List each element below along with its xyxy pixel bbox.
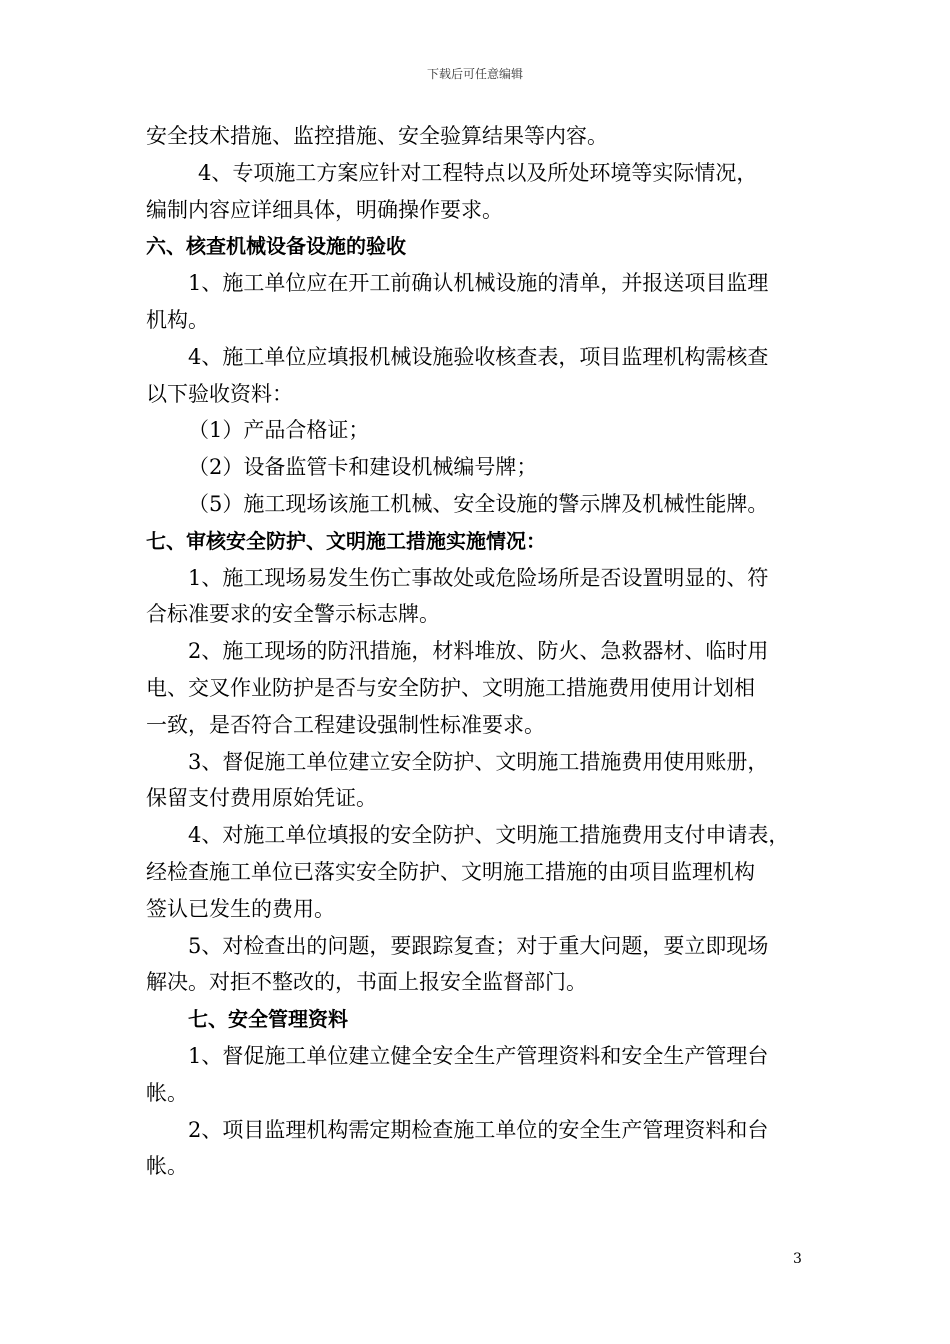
section-heading: 七、审核安全防护、文明施工措施实施情况： [146,528,546,553]
document-body [146,118,814,1185]
paragraph-line: 合标准要求的安全警示标志牌。 [146,602,440,627]
section-heading: 七、安全管理资料 [188,1007,348,1032]
paragraph-line: 2、施工现场的防汛措施，材料堆放、防火、急救器材、临时用 [188,639,769,664]
paragraph-line: 以下验收资料： [146,381,293,406]
paragraph-line: 4、对施工单位填报的安全防护、文明施工措施费用支付申请表， [188,823,790,848]
paragraph-line: 编制内容应详细具体，明确操作要求。 [146,197,503,222]
section-heading: 六、核查机械设备设施的验收 [146,234,406,259]
paragraph-line: 签认已发生的费用。 [146,896,335,921]
paragraph-line: 解决。对拒不整改的，书面上报安全监督部门。 [146,970,587,995]
paragraph-line: 4、专项施工方案应针对工程特点以及所处环境等实际情况， [198,160,758,185]
paragraph-line: 帐。 [146,1154,188,1179]
paragraph-line: 2、项目监理机构需定期检查施工单位的安全生产管理资料和台 [188,1117,769,1142]
paragraph-line: 经检查施工单位已落实安全防护、文明施工措施的由项目监理机构 [146,859,755,884]
paragraph-line: 帐。 [146,1080,188,1105]
paragraph-line: 3、督促施工单位建立安全防护、文明施工措施费用使用账册， [188,749,769,774]
list-item: （1）产品合格证； [188,418,370,443]
paragraph-line: 电、交叉作业防护是否与安全防护、文明施工措施费用使用计划相 [146,675,755,700]
paragraph-line: 1、施工单位应在开工前确认机械设施的清单，并报送项目监理 [188,271,769,296]
page-number: 3 [793,1251,802,1267]
paragraph-line: 安全技术措施、监控措施、安全验算结果等内容。 [146,124,608,148]
paragraph-line: 一致，是否符合工程建设强制性标准要求。 [146,712,545,737]
paragraph-line: 4、施工单位应填报机械设施验收核查表，项目监理机构需核查 [188,344,769,369]
paragraph-line: 5、对检查出的问题，要跟踪复查；对于重大问题，要立即现场 [188,933,769,958]
paragraph-line: 1、督促施工单位建立健全安全生产管理资料和安全生产管理台 [188,1043,769,1068]
list-item: （5）施工现场该施工机械、安全设施的警示牌及机械性能牌。 [188,491,769,516]
page-header: 下载后可任意编辑 [426,67,523,81]
list-item: （2）设备监管卡和建设机械编号牌； [188,455,538,480]
paragraph-line: 1、施工现场易发生伤亡事故处或危险场所是否设置明显的、符 [188,565,769,590]
paragraph-line: 机构。 [146,307,209,332]
paragraph-line: 保留支付费用原始凭证。 [146,786,377,811]
